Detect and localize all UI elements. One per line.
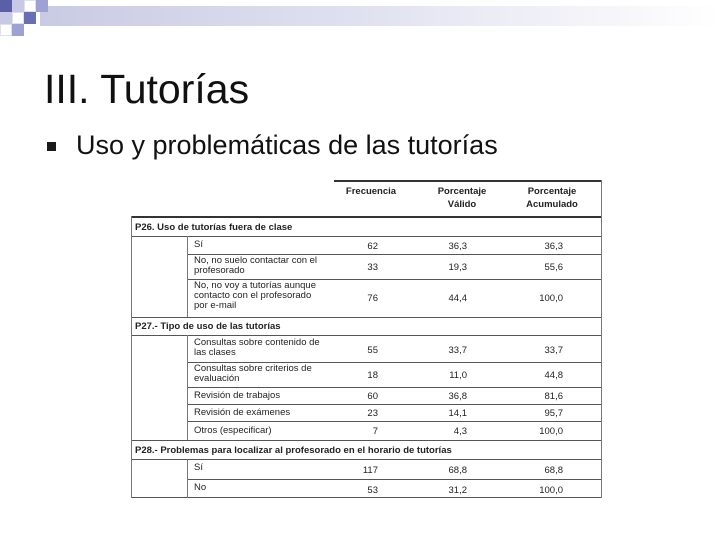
row-cum: 33,7 <box>544 345 563 356</box>
header-porcentaje-valido <box>420 185 504 211</box>
table-bottom-rule <box>131 497 602 498</box>
deco-square <box>12 0 24 12</box>
section-title: P27.- Tipo de uso de las tutorías <box>135 321 281 332</box>
row-cum: 95,7 <box>544 408 563 419</box>
row-freq: 76 <box>367 293 378 304</box>
deco-square <box>0 0 12 12</box>
column-rule <box>187 459 188 498</box>
deco-square <box>12 12 24 24</box>
row-cum: 36,3 <box>544 241 563 252</box>
row-rule <box>187 479 602 480</box>
row-cum: 100,0 <box>539 485 563 496</box>
row-freq: 18 <box>367 370 378 381</box>
header-gradient-strip <box>40 6 720 26</box>
row-freq: 55 <box>367 345 378 356</box>
table-header-rule <box>131 216 602 218</box>
row-valid: 11,0 <box>449 370 467 381</box>
row-label: Consultas sobre criterios de evaluación <box>194 363 312 384</box>
deco-square <box>24 0 36 12</box>
bullet-text: Uso y problemáticas de las tutorías <box>76 130 498 160</box>
row-rule <box>131 317 602 318</box>
deco-square <box>0 24 12 36</box>
header-porcentaje-valido-line2: Válido <box>447 199 477 210</box>
row-freq: 33 <box>367 262 378 273</box>
row-freq: 62 <box>367 241 378 252</box>
row-cum: 100,0 <box>539 293 563 304</box>
row-label: No, no voy a tutorías aunque contacto con el profesorado por e-mail <box>194 280 316 311</box>
row-valid: 44,4 <box>448 293 467 304</box>
deco-square <box>24 12 36 24</box>
row-valid: 36,8 <box>448 391 467 402</box>
row-freq: 117 <box>362 465 378 476</box>
row-label: Revisión de trabajos <box>194 390 281 401</box>
row-cum: 68,8 <box>544 465 563 476</box>
column-rule <box>131 216 132 498</box>
row-rule <box>131 440 602 441</box>
column-rule <box>601 180 602 498</box>
row-rule <box>131 459 602 460</box>
row-rule <box>187 387 602 388</box>
row-label: Otros (especificar) <box>194 425 272 436</box>
row-cum: 44,8 <box>544 370 563 381</box>
section-title: P26. Uso de tutorías fuera de clase <box>135 222 293 233</box>
column-rule <box>187 335 188 440</box>
header-porcentaje-acumulado <box>511 185 593 211</box>
row-label: No, no suelo contactar con el profesorado <box>194 255 318 276</box>
row-label: No <box>194 482 207 493</box>
table-header <box>131 180 602 216</box>
header-frecuencia: Frecuencia <box>345 186 397 197</box>
row-rule <box>187 404 602 405</box>
header-porcentaje-valido-line1: Porcentaje <box>437 186 487 197</box>
section-title: P28.- Problemas para localizar al profesorado en el horario de tutorías <box>135 445 452 456</box>
decorative-header <box>0 0 720 40</box>
column-rule <box>187 236 188 317</box>
deco-square <box>0 12 12 24</box>
row-label: Sí <box>194 462 203 473</box>
row-valid: 14,1 <box>448 408 467 419</box>
row-label: Consultas sobre contenido de las clases <box>194 337 320 358</box>
row-valid: 33,7 <box>448 345 467 356</box>
row-freq: 53 <box>367 485 378 496</box>
header-porcentaje-acumulado-line2: Acumulado <box>526 199 578 210</box>
row-label: Sí <box>194 239 203 250</box>
row-valid: 36,3 <box>448 241 467 252</box>
row-rule <box>131 236 602 237</box>
row-valid: 68,8 <box>448 465 467 476</box>
bullet-item <box>47 130 498 161</box>
slide-title: III. Tutorías <box>44 66 250 112</box>
header-porcentaje-acumulado-line1: Porcentaje <box>527 186 577 197</box>
row-rule <box>131 335 602 336</box>
row-cum: 100,0 <box>539 426 563 437</box>
row-valid: 4,3 <box>453 426 467 437</box>
deco-square <box>12 24 24 36</box>
row-valid: 31,2 <box>448 485 467 496</box>
frequency-table <box>131 180 602 498</box>
row-freq: 7 <box>372 426 378 437</box>
bullet-square-icon <box>47 142 56 151</box>
row-cum: 81,6 <box>544 391 563 402</box>
row-label: Revisión de exámenes <box>194 407 291 418</box>
row-cum: 55,6 <box>544 262 563 273</box>
row-rule <box>187 421 602 422</box>
deco-square <box>36 0 48 12</box>
row-freq: 60 <box>367 391 378 402</box>
row-valid: 19,3 <box>448 262 467 273</box>
row-freq: 23 <box>367 408 378 419</box>
